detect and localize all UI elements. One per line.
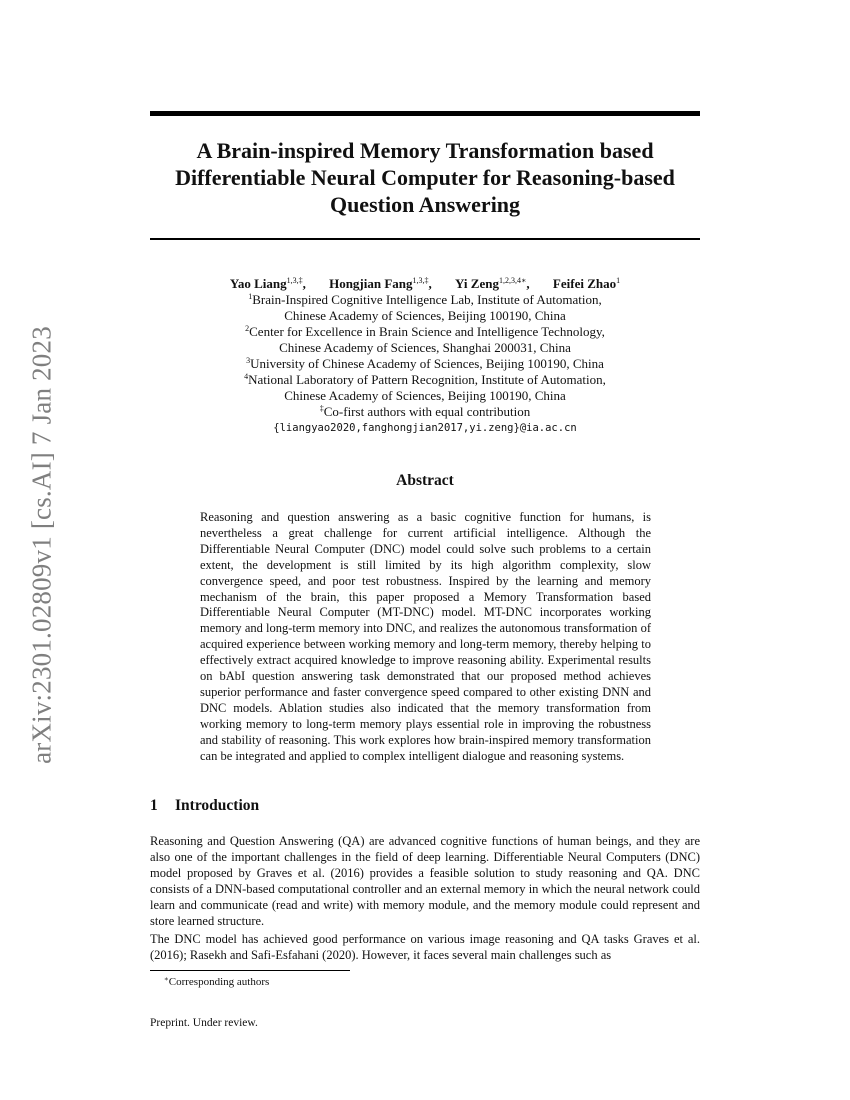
affiliation-2: $^2$Center for Excellence in Brain Science and Intelligence Technology, Chinese Academy of Sciences, Shanghai 200031, China <box>245 324 605 355</box>
author: Feifei Zhao$^1$ <box>552 276 621 291</box>
abstract-text: Reasoning and question answering as a basic cognitive function for humans, is nevertheless a great challenge for current artificial intelligence. Although the Differentiable Neural Computer (DNC) model could solve such problems to a certain extent, the development is still limited by its high algorithm complexity, slow convergence speed, and poor test robustness. Inspired by the learning and memory mechanism of the brain, this paper proposed a Memory Transformation based Differentiable Neural Computer (MT-DNC) model. MT-DNC incorporates working memory and long-term memory into DNC, and realizes the autonomous transformation of acquired experience between working memory and long-term memory, thereby helping to effectively extract acquired knowledge to improve reasoning ability. Experimental results on bAbI question answering task demonstrated that our proposed method achieves superior performance and faster convergence speed compared to other existing DNN and DNC models. Ablation studies also indicated that the memory transformation from working memory to long-term memory plays essential role in improving the robustness and stability of reasoning. This work explores how brain-inspired memory transformation can be integrated and applied to complex intelligent dialogue and reasoning systems. <box>200 510 651 763</box>
abstract-heading: Abstract <box>396 472 454 489</box>
footnote-rule <box>150 970 350 971</box>
affiliation-1: $^1$Brain-Inspired Cognitive Intelligence Lab, Institute of Automation, Chinese Academy of Sciences, Beijing 100190, China <box>248 292 602 323</box>
title-top-rule <box>150 111 700 116</box>
preprint-footer: Preprint. Under review. <box>150 1017 258 1029</box>
affiliation-3: $^3$University of Chinese Academy of Sciences, Beijing 100190, China <box>246 356 604 371</box>
author: Hongjian Fang$^{1,3,\ddagger}$, <box>329 276 432 291</box>
cofirst-note: ‡Co-first authors with equal contribution <box>319 404 531 419</box>
affiliation-4: $^4$National Laboratory of Pattern Recognition, Institute of Automation, Chinese Academy of Sciences, Beijing 100190, China <box>244 372 606 403</box>
author-list <box>150 276 700 292</box>
paper-title: A Brain-inspired Memory Transformation based Differentiable Neural Computer for Reasoning-based Question Answering <box>175 138 675 217</box>
arxiv-identifier: arXiv:2301.02809v1 [cs.AI] 7 Jan 2023 <box>26 326 57 764</box>
author-email[interactable]: {liangyao2020,fanghongjian2017,yi.zeng}@ia.ac.cn <box>273 422 577 434</box>
intro-paragraph-2: The DNC model has achieved good performance on various image reasoning and QA tasks Graves et al. (2016); Rasekh and Safi-Esfahani (2020). However, it faces several main challenges such as <box>150 932 700 962</box>
title-bottom-rule <box>150 238 700 240</box>
intro-paragraph-1: Reasoning and Question Answering (QA) are advanced cognitive functions of human beings, and they are also one of the important challenges in the field of deep learning. Differentiable Neural Computers (DNC) model proposed by Graves et al. (2016) provides a feasible solution to study reasoning and QA. DNC consists of a DNN-based computational controller and an external memory in which the neural network could learn and communicate (read and write) with memory module, and the memory module could represent and store learned structure. <box>150 834 700 928</box>
footnote: ∗Corresponding authors <box>164 975 270 988</box>
author: Yi Zeng$^{1,2,3,4∗}$, <box>455 276 530 291</box>
authors-block <box>150 276 700 436</box>
author: Yao Liang$^{1,3,\ddagger}$, <box>229 276 306 291</box>
section-heading-introduction: 1 Introduction <box>150 797 260 814</box>
